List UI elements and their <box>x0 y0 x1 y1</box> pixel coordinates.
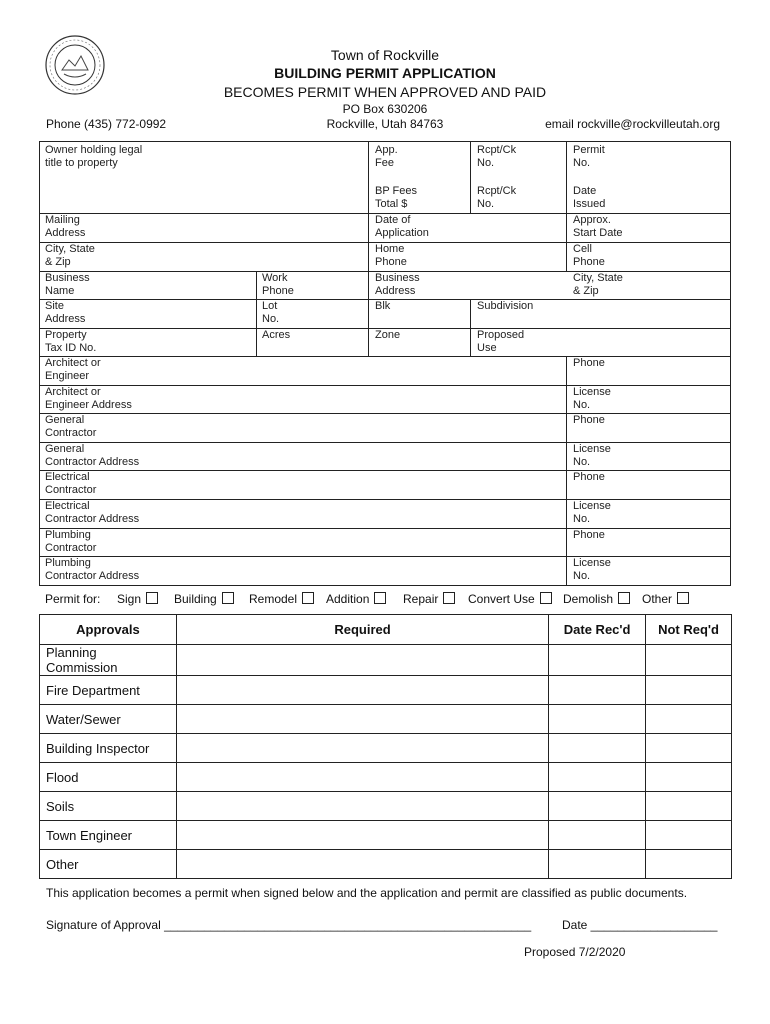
checkbox-remodel[interactable] <box>302 592 314 604</box>
city-state-label: City, State & Zip <box>45 243 95 268</box>
architect-address-label: Architect or Engineer Address <box>45 386 132 411</box>
permit-no-label: Permit No. <box>573 144 605 169</box>
form-subtitle: BECOMES PERMIT WHEN APPROVED AND PAID <box>223 84 547 100</box>
pc-address-label: Plumbing Contractor Address <box>45 557 140 582</box>
city-state-2-label: City, State & Zip <box>573 272 623 297</box>
date-recd-cell[interactable] <box>549 792 646 821</box>
date-recd-cell[interactable] <box>549 850 646 879</box>
gc-label: General Contractor <box>45 414 97 439</box>
not-reqd-cell[interactable] <box>646 734 732 763</box>
permit-option-remodel[interactable]: Remodel <box>249 592 314 606</box>
business-name-label: Business Name <box>45 272 90 297</box>
date-recd-cell[interactable] <box>549 734 646 763</box>
permit-option-other[interactable]: Other <box>642 592 689 606</box>
not-reqd-cell[interactable] <box>646 645 732 676</box>
date-app-label: Date of Application <box>375 214 429 239</box>
phone: Phone (435) 772-0992 <box>46 117 167 131</box>
home-phone-label: Home Phone <box>375 243 407 268</box>
checkbox-addition[interactable] <box>374 592 386 604</box>
proposed-use-label: Proposed Use <box>477 329 525 354</box>
public-documents-statement: This application becomes a permit when signed below and the application and permit are classified as public documents. <box>46 886 688 900</box>
required-cell[interactable] <box>176 792 548 821</box>
ec-phone-label: Phone <box>573 471 605 483</box>
mailing-label: Mailing Address <box>45 214 86 239</box>
signature-line[interactable]: Signature of Approval _______________________________________________________ <box>46 918 532 932</box>
table-row <box>40 645 732 676</box>
approval-name: Other <box>40 850 177 879</box>
permit-option-demolish[interactable]: Demolish <box>563 592 630 606</box>
cell-phone-label: Cell Phone <box>573 243 605 268</box>
rcpt-label-1: Rcpt/Ck No. <box>477 144 517 169</box>
po-box: PO Box 630206 <box>342 102 428 116</box>
bp-fees-label: BP Fees Total $ <box>375 185 417 210</box>
approval-name: Fire Department <box>40 676 177 705</box>
acres-label: Acres <box>262 329 291 341</box>
permit-type-row <box>39 586 731 614</box>
table-row <box>40 763 732 792</box>
header-date-recd: Date Rec'd <box>549 615 646 645</box>
approval-name: Flood <box>40 763 177 792</box>
not-reqd-cell[interactable] <box>646 821 732 850</box>
permit-option-convert-use[interactable]: Convert Use <box>468 592 552 606</box>
permit-option-addition[interactable]: Addition <box>326 592 386 606</box>
work-phone-label: Work Phone <box>262 272 294 297</box>
table-header-row <box>40 615 732 645</box>
not-reqd-cell[interactable] <box>646 763 732 792</box>
pc-phone-label: Phone <box>573 529 605 541</box>
subdivision-label: Subdivision <box>477 300 534 312</box>
date-recd-cell[interactable] <box>549 676 646 705</box>
required-cell[interactable] <box>176 705 548 734</box>
date-recd-cell[interactable] <box>549 705 646 734</box>
header-not-reqd: Not Req'd <box>646 615 732 645</box>
checkbox-building[interactable] <box>222 592 234 604</box>
date-issued-label: Date Issued <box>573 185 606 210</box>
checkbox-sign[interactable] <box>146 592 158 604</box>
date-recd-cell[interactable] <box>549 821 646 850</box>
email: email rockville@rockvilleutah.org <box>545 117 720 131</box>
required-cell[interactable] <box>176 734 548 763</box>
required-cell[interactable] <box>176 676 548 705</box>
checkbox-demolish[interactable] <box>618 592 630 604</box>
rcpt-label-2: Rcpt/Ck No. <box>477 185 517 210</box>
form-title: BUILDING PERMIT APPLICATION <box>274 65 496 81</box>
required-cell[interactable] <box>176 850 548 879</box>
required-cell[interactable] <box>176 645 548 676</box>
ec-address-label: Electrical Contractor Address <box>45 500 140 525</box>
approvals-table <box>39 614 732 879</box>
blk-label: Blk <box>375 300 391 312</box>
checkbox-other[interactable] <box>677 592 689 604</box>
date-line[interactable]: Date ___________________ <box>562 918 718 932</box>
table-row <box>40 850 732 879</box>
permit-option-repair[interactable]: Repair <box>403 592 455 606</box>
approval-name: Water/Sewer <box>40 705 177 734</box>
start-date-label: Approx. Start Date <box>573 214 623 239</box>
table-row <box>40 792 732 821</box>
architect-phone-label: Phone <box>573 357 605 369</box>
required-cell[interactable] <box>176 763 548 792</box>
proposed-date: Proposed 7/2/2020 <box>524 945 626 959</box>
permit-option-sign[interactable]: Sign <box>117 592 158 606</box>
business-address-label: Business Address <box>375 272 420 297</box>
ec-label: Electrical Contractor <box>45 471 97 496</box>
not-reqd-cell[interactable] <box>646 850 732 879</box>
pc-license-label: License No. <box>573 557 611 582</box>
table-row <box>40 676 732 705</box>
town-name: Town of Rockville <box>330 47 440 63</box>
owner-label: Owner holding legal title to property <box>45 144 143 169</box>
date-recd-cell[interactable] <box>549 645 646 676</box>
applicant-form <box>39 141 731 586</box>
approval-name: Building Inspector <box>40 734 177 763</box>
table-row <box>40 734 732 763</box>
approval-name: Soils <box>40 792 177 821</box>
zone-label: Zone <box>375 329 401 341</box>
app-fee-label: App. Fee <box>375 144 398 169</box>
table-row <box>40 821 732 850</box>
table-row <box>40 705 732 734</box>
date-recd-cell[interactable] <box>549 763 646 792</box>
pc-label: Plumbing Contractor <box>45 529 97 554</box>
tax-id-label: Property Tax ID No. <box>45 329 97 354</box>
approval-name: Planning Commission <box>40 645 177 676</box>
architect-label: Architect or Engineer <box>45 357 101 382</box>
approval-name: Town Engineer <box>40 821 177 850</box>
architect-license-label: License No. <box>573 386 611 411</box>
header-required: Required <box>176 615 548 645</box>
required-cell[interactable] <box>176 821 548 850</box>
checkbox-convert-use[interactable] <box>540 592 552 604</box>
not-reqd-cell[interactable] <box>646 676 732 705</box>
ec-license-label: License No. <box>573 500 611 525</box>
checkbox-repair[interactable] <box>443 592 455 604</box>
gc-license-label: License No. <box>573 443 611 468</box>
city-address: Rockville, Utah 84763 <box>326 117 444 131</box>
not-reqd-cell[interactable] <box>646 792 732 821</box>
not-reqd-cell[interactable] <box>646 705 732 734</box>
gc-phone-label: Phone <box>573 414 605 426</box>
permit-for-label: Permit for: <box>45 592 101 606</box>
site-address-label: Site Address <box>45 300 86 325</box>
header-approvals: Approvals <box>40 615 177 645</box>
permit-option-building[interactable]: Building <box>174 592 234 606</box>
gc-address-label: General Contractor Address <box>45 443 140 468</box>
lot-label: Lot No. <box>262 300 280 325</box>
